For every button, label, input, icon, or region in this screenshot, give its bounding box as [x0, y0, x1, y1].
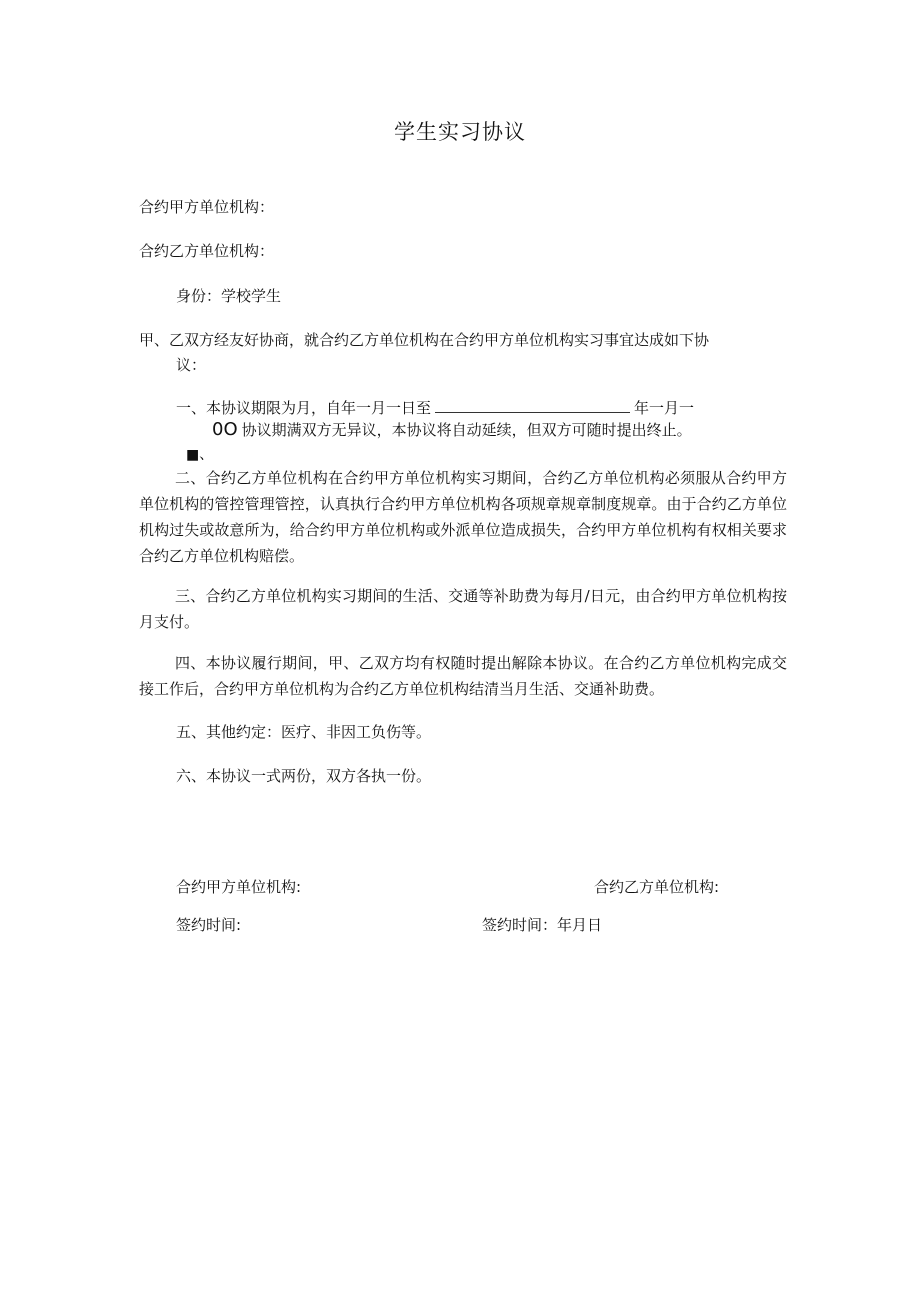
clause-1-text-c: 协议期满双方无异议，本协议将自动延续，但双方可随时提出终止。	[241, 421, 692, 439]
clause-1-blank	[435, 398, 630, 413]
party-b-label: 合约乙方单位机构：	[139, 242, 275, 260]
intro-line-2: 议：	[176, 356, 207, 374]
clause-6: 六、本协议一式两份，双方各执一份。	[176, 767, 432, 785]
signature-time-a: 签约时间:	[176, 916, 242, 934]
clause-1-line-2	[212, 419, 692, 440]
clause-2: 二、合约乙方单位机构在合约甲方单位机构实习期间，合约乙方单位机构必须服从合约甲方单位机构的管控管理管控，认真执行合约甲方单位机构各项规章规章制度规章。由于合约乙方单位机构过失或故意所为，给合约甲方单位机构或外派单位造成损失，合约甲方单位机构有权相关要求合约乙方单位机构赔偿。	[139, 469, 787, 565]
signature-party-b: 合约乙方单位机构:	[594, 878, 720, 896]
page-title: 学生实习协议	[394, 120, 526, 144]
signature-party-a: 合约甲方单位机构:	[176, 878, 302, 896]
clause-3: 三、合约乙方单位机构实习期间的生活、交通等补助费为每月/日元，由合约甲方单位机构按月支付。	[139, 587, 787, 631]
clause-1-text-b: 年一月一	[634, 399, 695, 417]
party-a-label: 合约甲方单位机构：	[139, 198, 275, 216]
clause-1-text-a: 一、本协议期限为月，自年一月一日至	[176, 399, 432, 417]
clause-5: 五、其他约定：医疗、非因工负伤等。	[176, 723, 432, 741]
clause-4: 四、本协议履行期间，甲、乙双方均有权随时提出解除本协议。在合约乙方单位机构完成交接工作后，合约甲方单位机构为合约乙方单位机构结清当月生活、交通补助费。	[139, 654, 787, 698]
clause-1-line-1	[176, 397, 694, 418]
clause-1-oo: 0O	[212, 419, 238, 440]
identity-line: 身份：学校学生	[176, 287, 282, 305]
intro-line-1: 甲、乙双方经友好协商，就合约乙方单位机构在合约甲方单位机构实习事宜达成如下协	[139, 331, 710, 349]
signature-time-b: 签约时间：年月日	[482, 916, 603, 934]
clause-1-mark: ■、	[186, 447, 214, 463]
